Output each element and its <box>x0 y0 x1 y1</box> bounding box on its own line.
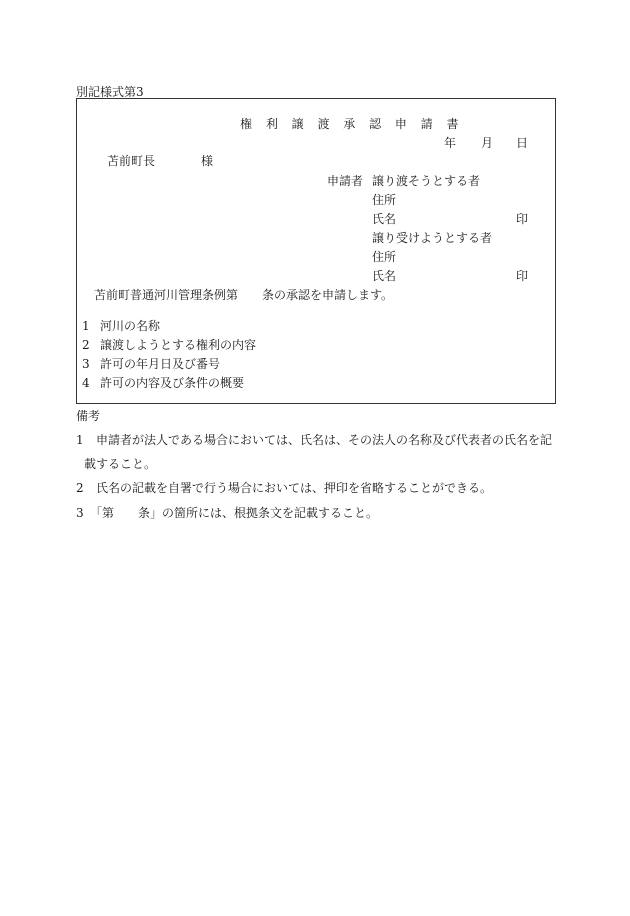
date-day: 日 <box>516 136 529 150</box>
form-item-number: 4 <box>82 376 90 390</box>
form-item-number: 3 <box>82 357 90 371</box>
date-year: 年 <box>444 136 457 150</box>
remarks-heading: 備考 <box>76 409 101 423</box>
form-item-text: 許可の年月日及び番号 <box>100 357 221 371</box>
transferee-name-label: 氏名 <box>372 269 397 283</box>
form-item-text: 譲渡しようとする権利の内容 <box>100 338 257 352</box>
transferor-address-label: 住所 <box>372 193 397 207</box>
transferor-seal: 印 <box>516 212 529 226</box>
remark-text: 氏名の記載を自署で行う場合においては、押印を省略することができる。 <box>96 481 493 495</box>
applicant-label: 申請者 <box>327 174 364 188</box>
form-item-text: 許可の内容及び条件の概要 <box>100 376 245 390</box>
request-statement: 苫前町普通河川管理条例第 条の承認を申請します。 <box>94 288 394 302</box>
transferee-heading: 譲り受けようとする者 <box>372 231 493 245</box>
form-item-number: 1 <box>82 319 90 333</box>
date-month: 月 <box>481 136 494 150</box>
remark-number: 2 <box>76 481 84 495</box>
form-title: 権 利 譲 渡 承 認 申 請 書 <box>240 117 464 131</box>
transferor-heading: 譲り渡そうとする者 <box>372 174 481 188</box>
remark-number: 3 <box>76 506 84 520</box>
addressee-honorific: 様 <box>201 154 214 168</box>
remark-number: 1 <box>76 433 84 447</box>
addressee-name: 苫前町長 <box>107 154 156 168</box>
transferor-name-label: 氏名 <box>372 212 397 226</box>
transferee-address-label: 住所 <box>372 250 397 264</box>
form-item-text: 河川の名称 <box>100 319 161 333</box>
remark-text: 「第 条」の箇所には、根拠条文を記載すること。 <box>90 506 379 520</box>
form-label: 別記様式第3 <box>76 85 144 99</box>
transferee-seal: 印 <box>516 269 529 283</box>
remark-text: 申請者が法人である場合においては、氏名は、その法人の名称及び代表者の氏名を記 <box>96 433 553 447</box>
form-item-number: 2 <box>82 338 90 352</box>
remark-text-continuation: 載すること。 <box>84 457 157 471</box>
